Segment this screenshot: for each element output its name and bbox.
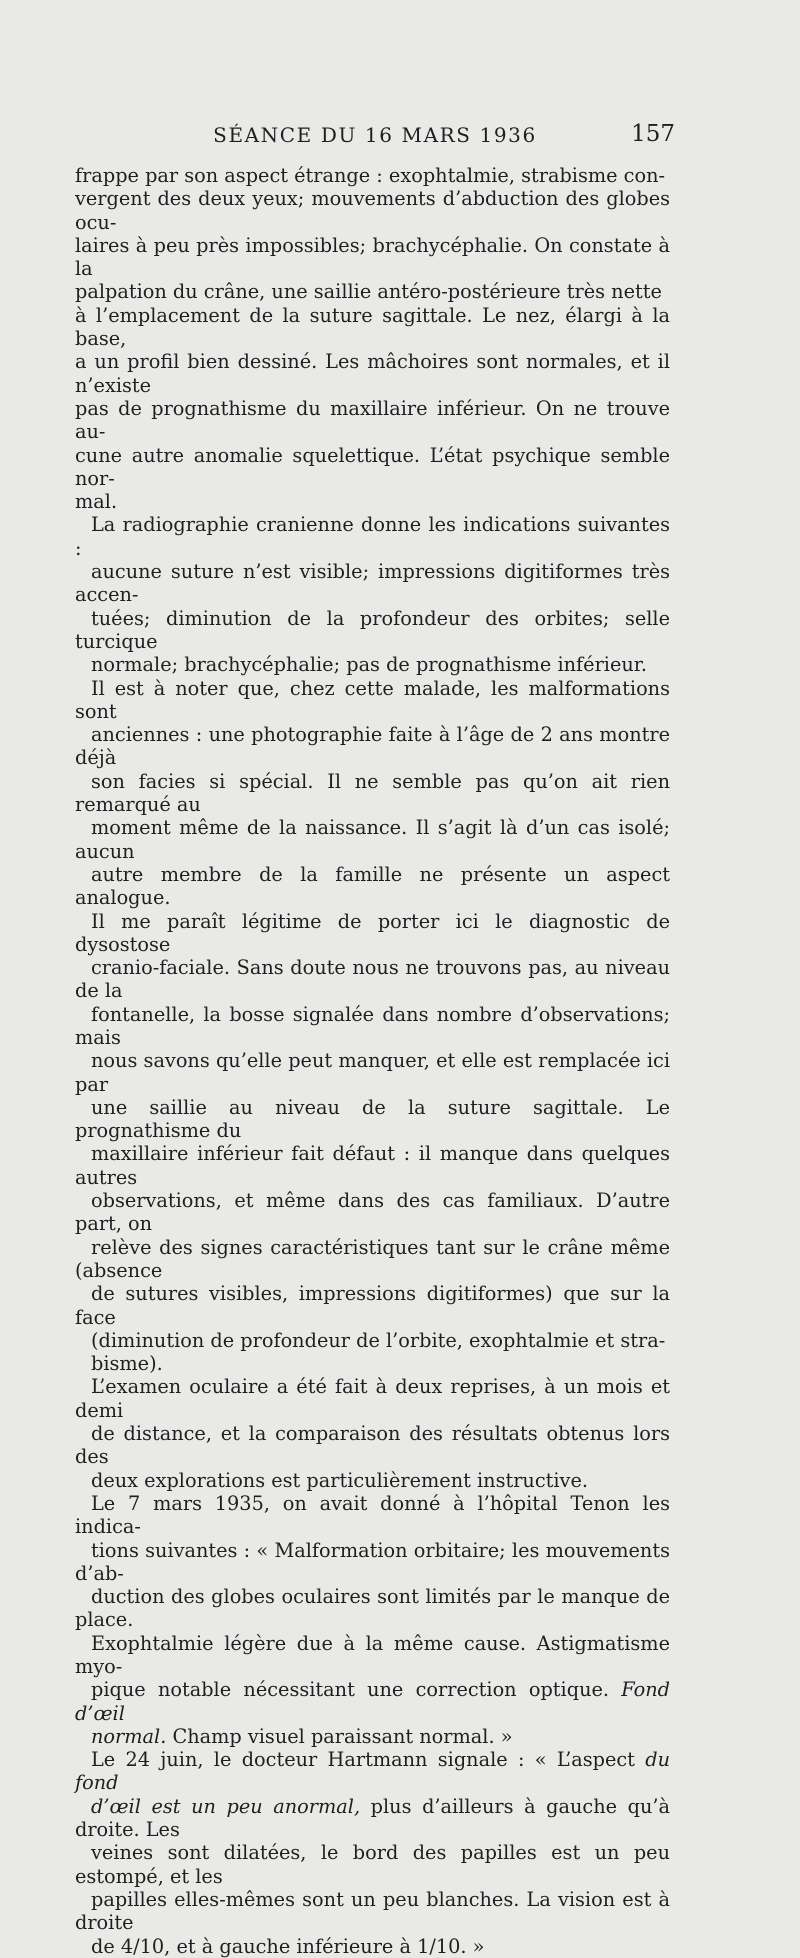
body-text — [75, 164, 670, 1958]
text-line: relève des signes caractéristiques tant sur le crâne même (absence — [75, 1235, 670, 1282]
text-line: observations, et même dans des cas familiaux. D’autre part, on — [75, 1189, 670, 1236]
text-line: frappe par son aspect étrange : exophtalmie, strabisme con- — [75, 164, 666, 187]
text-line: de 4/10, et à gauche inférieure à 1/10. » — [91, 1934, 485, 1958]
page-number: 157 — [631, 121, 675, 147]
text-line: d’œil est un peu anormal, plus d’ailleurs à gauche qu’à droite. Les — [75, 1794, 671, 1842]
text-line: Le 24 juin, le docteur Hartmann signale : « L’aspect du fond — [75, 1748, 670, 1795]
text-line: palpation du crâne, une saillie antéro-postérieure très nette — [75, 280, 662, 304]
text-line: de distance, et la comparaison des résultats obtenus lors des — [75, 1422, 670, 1469]
text-line: moment même de la naissance. Il s’agit là d’un cas isolé; aucun — [75, 816, 670, 863]
text-line: tuées; diminution de la profondeur des orbites; selle turcique — [75, 606, 670, 653]
text-line: normale; brachycéphalie; pas de prognathisme inférieur. — [91, 653, 648, 677]
paragraph-1 — [75, 164, 670, 513]
text-line: pas de prognathisme du maxillaire inférieur. On ne trouve au- — [75, 396, 670, 444]
text-line: normal. Champ visuel paraissant normal. » — [91, 1724, 513, 1748]
running-head: SÉANCE DU 16 MARS 1936 — [213, 123, 537, 147]
text-line: fontanelle, la bosse signalée dans nombre d’observations; mais — [75, 1002, 670, 1049]
text-line: laires à peu près impossibles; brachycéphalie. On constate à la — [75, 233, 670, 281]
paragraph-5 — [75, 1375, 670, 1491]
text-line: autre membre de la famille ne présente un aspect analogue. — [75, 862, 670, 910]
text-line: vergent des deux yeux; mouvements d’abduction des globes ocu- — [75, 187, 670, 234]
text-line: cranio-faciale. Sans doute nous ne trouvons pas, au niveau de la — [75, 956, 670, 1003]
text-line: pique notable nécessitant une correction optique. Fond d’œil — [75, 1678, 670, 1725]
text-line: de sutures visibles, impressions digitiformes) que sur la face — [75, 1282, 670, 1329]
text-line: nous savons qu’elle peut manquer, et elle est remplacée ici par — [75, 1049, 670, 1096]
paragraph-2 — [75, 513, 670, 676]
text-line: Exophtalmie légère due à la même cause. Astigmatisme myo- — [75, 1631, 670, 1678]
text-line: Le 7 mars 1935, on avait donné à l’hôpital Tenon les indica- — [75, 1491, 670, 1539]
text-line: duction des globes oculaires sont limités par le manque de place. — [75, 1585, 670, 1632]
text-line: (diminution de profondeur de l’orbite, exophtalmie et stra- — [91, 1328, 666, 1352]
text-line: deux explorations est particulièrement instructive. — [91, 1468, 588, 1492]
page-header — [75, 119, 675, 149]
text-line: à l’emplacement de la suture sagittale. Le nez, élargi à la base, — [75, 303, 670, 351]
paragraph-4 — [75, 910, 670, 1376]
text-line: a un profil bien dessiné. Les mâchoires sont normales, et il n’existe — [75, 350, 670, 397]
paragraph-7 — [75, 1748, 670, 1958]
text-line: Il est à noter que, chez cette malade, les malformations sont — [75, 676, 670, 723]
text-line: anciennes : une photographie faite à l’âge de 2 ans montre déjà — [75, 723, 670, 770]
text-line: maxillaire inférieur fait défaut : il manque dans quelques autres — [75, 1142, 670, 1189]
text-line: cune autre anomalie squelettique. L’état psychique semble nor- — [75, 443, 670, 490]
text-line: La radiographie cranienne donne les indications suivantes : — [75, 513, 670, 560]
text-line: L’examen oculaire a été fait à deux reprises, à un mois et demi — [75, 1375, 670, 1422]
text-line: une saillie au niveau de la suture sagittale. Le prognathisme du — [75, 1095, 670, 1143]
text-line: veines sont dilatées, le bord des papilles est un peu estompé, et les — [75, 1841, 670, 1888]
text-line: son facies si spécial. Il ne semble pas qu’on ait rien remarqué au — [75, 769, 670, 817]
text-line: Il me paraît légitime de porter ici le diagnostic de dysostose — [75, 909, 670, 956]
text-line: bisme). — [91, 1352, 163, 1376]
text-line: papilles elles-mêmes sont un peu blanches. La vision est à droite — [75, 1887, 670, 1935]
text-line: mal. — [75, 490, 118, 514]
text-line: aucune suture n’est visible; impressions digitiformes très accen- — [75, 560, 670, 607]
paragraph-6 — [75, 1492, 670, 1748]
paragraph-3 — [75, 677, 670, 910]
text-line: tions suivantes : « Malformation orbitaire; les mouvements d’ab- — [75, 1538, 670, 1585]
